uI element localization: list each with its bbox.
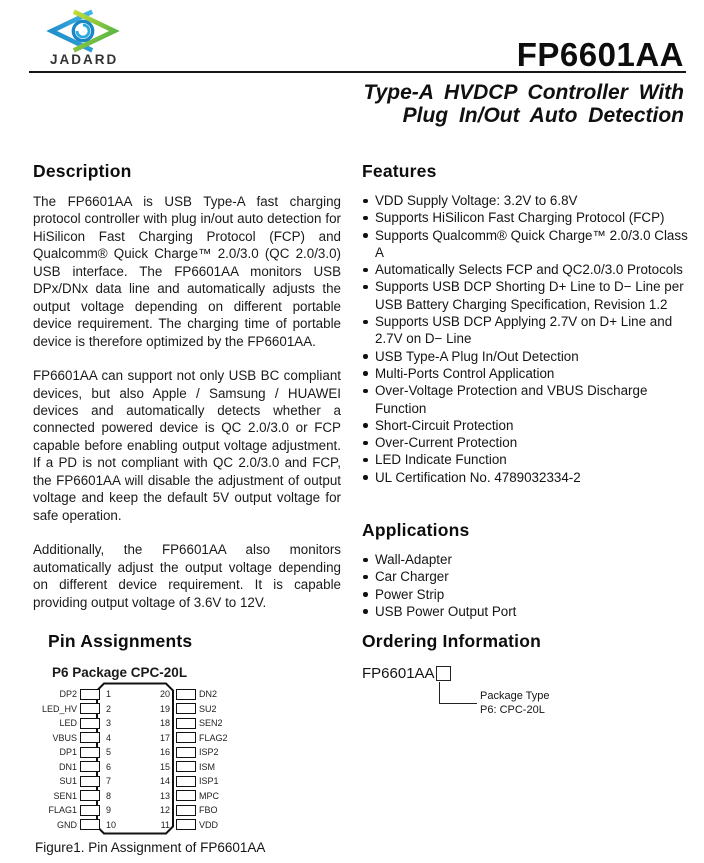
feature-item: Supports USB DCP Shorting D+ Line to D− Line per USB Battery Charging Specification, Revision 1.2 xyxy=(362,278,690,313)
pin-label-left: GND xyxy=(57,819,77,830)
pin-row xyxy=(42,760,312,775)
pin-row xyxy=(42,789,312,804)
pin-number-right: 17 xyxy=(159,732,170,743)
pin-label-left: DP1 xyxy=(59,747,77,758)
pin-number-left xyxy=(100,805,126,815)
pin-pad-left xyxy=(80,689,100,700)
pin-label-left: LED xyxy=(59,718,77,729)
description-heading: Description xyxy=(33,161,132,181)
pin-label-left: FLAG1 xyxy=(48,805,77,816)
pin-pad-right xyxy=(176,805,196,816)
pin-row xyxy=(42,687,312,702)
pin-number-left-text: 9 xyxy=(106,805,112,816)
pin-pad-right xyxy=(176,776,196,787)
pin-number-right: 15 xyxy=(159,761,170,772)
pin-label-left: DN1 xyxy=(58,761,77,772)
pin-number-left xyxy=(100,718,126,728)
feature-item: Supports Qualcomm® Quick Charge™ 2.0/3.0 Class A xyxy=(362,227,690,262)
pin-label-right: MPC xyxy=(199,790,219,801)
pin-number-right: 19 xyxy=(159,703,170,714)
pin-label-left: LED_HV xyxy=(42,703,78,714)
pin-row xyxy=(42,731,312,746)
pin-number-right: 14 xyxy=(159,776,170,787)
pin-pad-left xyxy=(80,819,100,830)
pin-pad-left xyxy=(80,761,100,772)
pin-rows xyxy=(42,687,312,832)
pin-label-right: ISP2 xyxy=(199,747,219,758)
pin-label-right: FBO xyxy=(199,805,218,816)
pin-label-left: DP2 xyxy=(59,689,77,700)
pin-number-left xyxy=(100,704,126,714)
pin-pad-right xyxy=(176,703,196,714)
subtitle-line1: Type-A HVDCP Controller With xyxy=(363,81,684,104)
pin-label-right: VDD xyxy=(199,819,219,830)
pin-number-left-text: 5 xyxy=(106,747,112,758)
features-list xyxy=(362,192,690,486)
pin-assignments-section xyxy=(48,631,192,680)
pin-label-right: ISP1 xyxy=(199,776,219,787)
application-item: Car Charger xyxy=(362,568,690,585)
feature-item: Multi-Ports Control Application xyxy=(362,365,690,382)
ordering-heading: Ordering Information xyxy=(362,631,541,651)
pin-number-right: 16 xyxy=(159,747,170,758)
pin-row xyxy=(42,745,312,760)
description-paragraphs xyxy=(33,193,341,611)
feature-item: USB Type-A Plug In/Out Detection xyxy=(362,348,690,365)
application-item: USB Power Output Port xyxy=(362,603,690,620)
pin-label-right: FLAG2 xyxy=(199,732,228,743)
feature-item: VDD Supply Voltage: 3.2V to 6.8V xyxy=(362,192,690,209)
pin-number-left xyxy=(100,747,126,757)
pin-label-left: SU1 xyxy=(59,776,77,787)
feature-item: Over-Current Protection xyxy=(362,434,690,451)
applications-section xyxy=(362,520,690,620)
pin-assignments-heading: Pin Assignments xyxy=(48,631,193,651)
pin-number-left xyxy=(100,689,126,699)
ordering-section xyxy=(362,631,692,717)
feature-item: Automatically Selects FCP and QC2.0/3.0 Protocols xyxy=(362,261,690,278)
applications-list xyxy=(362,551,690,620)
pin-number-left xyxy=(100,733,126,743)
ordering-connector-line xyxy=(439,682,477,704)
features-heading: Features xyxy=(362,161,437,181)
pin-pad-left xyxy=(80,747,100,758)
package-code-box xyxy=(436,666,451,681)
pin-number-left xyxy=(100,820,126,830)
pin-number-right: 20 xyxy=(159,689,170,700)
pin-pad-right xyxy=(176,761,196,772)
pin-label-right: SEN2 xyxy=(199,718,223,729)
feature-item: Supports USB DCP Applying 2.7V on D+ Line and 2.7V on D− Line xyxy=(362,313,690,348)
pin-pad-right xyxy=(176,790,196,801)
pin-pad-left xyxy=(80,732,100,743)
pin-pad-left xyxy=(80,790,100,801)
ordering-part-row xyxy=(362,665,692,682)
pin-number-left-text: 7 xyxy=(106,776,112,787)
features-section xyxy=(362,161,690,486)
pin-pad-left xyxy=(80,703,100,714)
pin-row xyxy=(42,803,312,818)
document-subtitle xyxy=(364,81,684,127)
pin-number-right: 12 xyxy=(159,805,170,816)
pin-pad-right xyxy=(176,718,196,729)
pin-label-left: VBUS xyxy=(52,732,77,743)
pin-label-right: DN2 xyxy=(199,689,218,700)
pin-number-right: 11 xyxy=(160,819,170,830)
package-label: P6 Package CPC-20L xyxy=(52,665,188,680)
feature-item: Over-Voltage Protection and VBUS Discharge Function xyxy=(362,382,690,417)
pin-row xyxy=(42,702,312,717)
pin-number-left xyxy=(100,791,126,801)
eye-logo-icon xyxy=(36,7,130,55)
pin-pad-left xyxy=(80,805,100,816)
pin-number-left-text: 6 xyxy=(106,761,112,772)
ordering-package-note xyxy=(480,690,692,717)
description-paragraph: FP6601AA can support not only USB BC compliant devices, but also Apple / Samsung / HUAWEI devices and automatically detects whether a connected powered device is QC 2.0/3.0 or FCP capable before enabling output voltage adjustment. If a PD is not compliant with QC 2.0/3.0 and FCP, the FP6601AA will disable the adjustment of output voltage and keep the default 5V output voltage for safe operation. xyxy=(33,368,341,523)
brand-name: JADARD xyxy=(50,52,119,67)
pin-label-right: ISM xyxy=(199,761,216,772)
pin-label-right: SU2 xyxy=(199,703,217,714)
package-note-line2: P6: CPC-20L xyxy=(480,703,545,716)
pin-number-left xyxy=(100,776,126,786)
applications-heading: Applications xyxy=(362,520,470,540)
application-item: Power Strip xyxy=(362,586,690,603)
pin-pad-right xyxy=(176,747,196,758)
feature-item: Supports HiSilicon Fast Charging Protocol (FCP) xyxy=(362,209,690,226)
description-paragraph: Additionally, the FP6601AA also monitors automatically adjust the output voltage depending on different device requirement. It is capable providing output voltage of 3.6V to 12V. xyxy=(33,542,341,610)
pin-number-left xyxy=(100,762,126,772)
pin-number-left-text: 3 xyxy=(106,718,112,729)
pin-row xyxy=(42,818,312,833)
pin-row xyxy=(42,774,312,789)
feature-item: LED Indicate Function xyxy=(362,451,690,468)
pin-label-left: SEN1 xyxy=(53,790,77,801)
feature-item: UL Certification No. 4789032334-2 xyxy=(362,469,690,486)
pin-number-left-text: 4 xyxy=(106,732,112,743)
pin-pad-right xyxy=(176,819,196,830)
pin-number-right: 18 xyxy=(159,718,170,729)
pin-pad-left xyxy=(80,776,100,787)
pin-number-left-text: 2 xyxy=(106,703,112,714)
part-number-title: FP6601AA xyxy=(516,36,684,73)
ordering-part-prefix: FP6601AA xyxy=(362,665,435,682)
pin-number-left-text: 1 xyxy=(106,689,112,700)
pin-number-left-text: 8 xyxy=(106,790,112,801)
description-section xyxy=(33,161,341,628)
feature-item: Short-Circuit Protection xyxy=(362,417,690,434)
pin-pad-right xyxy=(176,732,196,743)
application-item: Wall-Adapter xyxy=(362,551,690,568)
pin-pad-right xyxy=(176,689,196,700)
pin-diagram xyxy=(42,682,312,844)
pin-pad-left xyxy=(80,718,100,729)
package-note-line1: Package Type xyxy=(480,690,550,702)
description-paragraph: The FP6601AA is USB Type-A fast charging protocol controller with plug in/out auto detection for HiSilicon Fast Charging Protocol (FCP) and Qualcomm® Quick Charge™ 2.0/3.0 (QC 2.0/3.0) USB interface. The FP6601AA monitors USB DPx/DNx data line and automatically adjusts the output voltage depending on different portable device requirement. The charging time of portable device is therefore optimized by the FP6601AA. xyxy=(33,194,341,349)
subtitle-line2: Plug In/Out Auto Detection xyxy=(402,104,684,127)
pin-row xyxy=(42,716,312,731)
figure-caption: Figure1. Pin Assignment of FP6601AA xyxy=(35,840,266,855)
pin-number-left-text: 10 xyxy=(106,819,117,830)
pin-number-right: 13 xyxy=(159,790,170,801)
